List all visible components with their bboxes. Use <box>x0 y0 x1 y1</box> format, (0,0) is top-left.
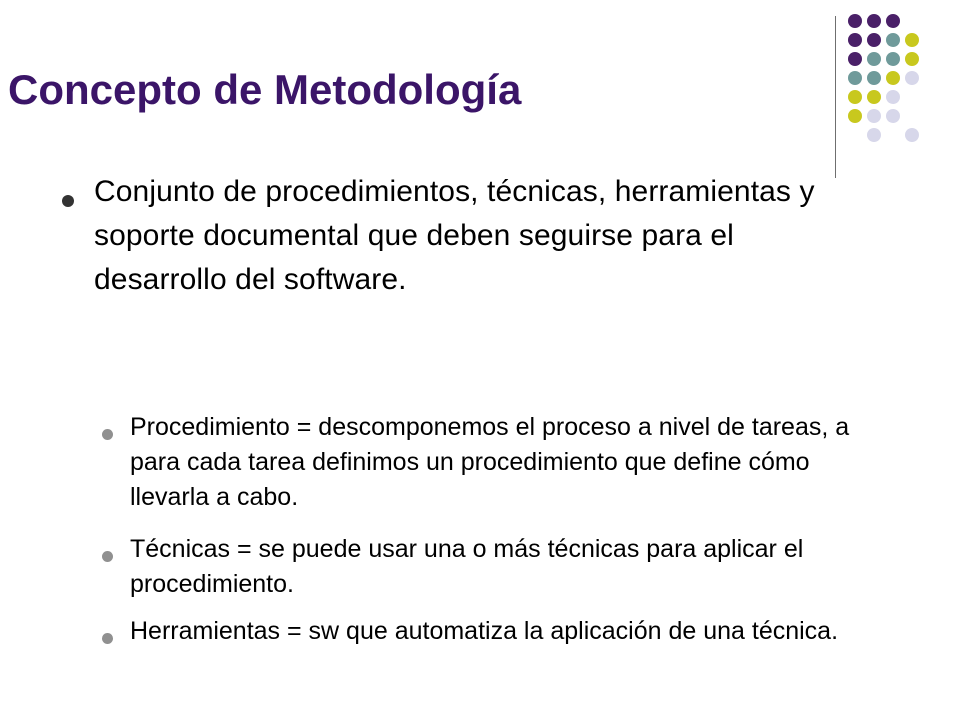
bullet-marker <box>62 195 74 207</box>
sub-bullet-marker <box>102 429 113 440</box>
sub-bullet-item <box>98 410 888 515</box>
sub-bullet-item <box>98 614 888 649</box>
sub-bullet-marker <box>102 551 113 562</box>
sub-bullet-text: Herramientas = sw que automatiza la aplicación de una técnica. <box>130 617 839 645</box>
bullet-text: Conjunto de procedimientos, técnicas, herramientas y soporte documental que deben seguirse para el desarrollo del software. <box>94 175 815 296</box>
sub-bullet-marker <box>102 633 113 644</box>
sub-bullet-item <box>98 532 888 602</box>
slide-title: Concepto de Metodología <box>8 66 522 113</box>
sub-bullet-text: Técnicas = se puede usar una o más técnicas para aplicar el procedimiento. <box>130 535 804 598</box>
sub-bullet-text: Procedimiento = descomponemos el proceso a nivel de tareas, a para cada tarea definimos un procedimiento que define cómo llevarla a cabo. <box>130 413 850 511</box>
bullet-item <box>56 170 816 302</box>
